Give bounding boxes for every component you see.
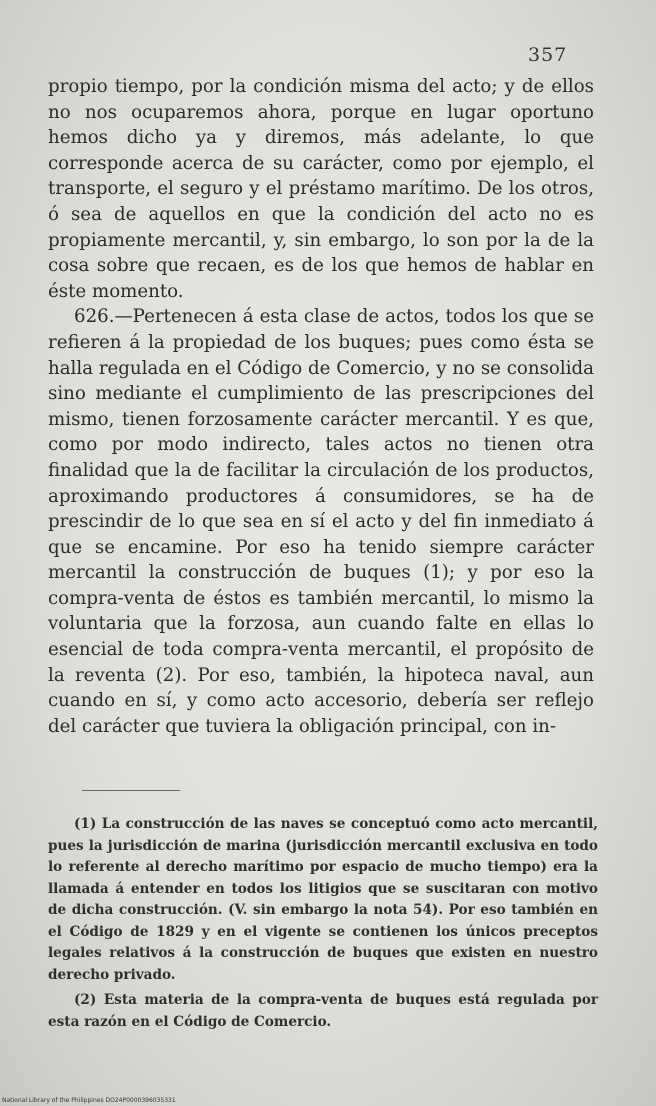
library-footer: National Library of the Philippines DO24P0000396035331 <box>2 1097 176 1104</box>
footnote-divider <box>82 790 180 791</box>
paragraph-continuation: propio tiempo, por la condición misma del acto; y de ellos no nos ocuparemos ahora, porque en lugar oportuno hemos dicho ya y diremos, más adelante, lo que corresponde acerca de su carácter, como por ejemplo, el transporte, el seguro y el préstamo marítimo. De los otros, ó sea de aquellos en que la condición del acto no es propiamente mercantil, y, sin embargo, lo son por la de la cosa sobre que recaen, es de los que hemos de hablar en éste momento. <box>48 76 594 302</box>
paragraph-626: 626.—Pertenecen á esta clase de actos, todos los que se refieren á la propiedad de los buques; pues como ésta se halla regulada en el Código de Comercio, y no se consolida sino mediante el cumplimiento de las prescripciones del mismo, tienen forzosamente carácter mercantil. Y es que, como por modo indirecto, tales actos no tienen otra finalidad que la de facilitar la circulación de los productos, aproximando productores á consumidores, se ha de prescindir de lo que sea en sí el acto y del fin inmediato á que se encamine. Por eso ha tenido siempre carácter mercantil la construcción de buques (1); y por eso la compra-venta de éstos es también mercantil, lo mismo la voluntaria que la forzosa, aun cuando falte en ellas lo esencial de toda compra-venta mercantil, el propósito de la reventa (2). Por eso, también, la hipoteca naval, aun cuando en sí, y como acto accesorio, debería ser reflejo del carácter que tuviera la obligación principal, con in- <box>48 306 594 737</box>
page-number: 357 <box>528 44 568 66</box>
main-text <box>48 74 594 739</box>
footnotes <box>48 814 598 1037</box>
footnote-2: (2) Esta materia de la compra-venta de buques está regulada por esta razón en el Código de Comercio. <box>48 992 598 1030</box>
footnote-1: (1) La construcción de las naves se conceptuó como acto mercantil, pues la jurisdicción de marina (jurisdicción mercantil exclusiva en todo lo referente al derecho marítimo por espacio de mucho tiempo) era la llamada á entender en todos los litigios que se suscitaran con motivo de dicha construcción. (V. sin embargo la nota 54). Por eso también en el Código de 1829 y en el vigente se contienen los únicos preceptos legales relativos á la construcción de buques que existen en nuestro derecho privado. <box>48 816 598 983</box>
